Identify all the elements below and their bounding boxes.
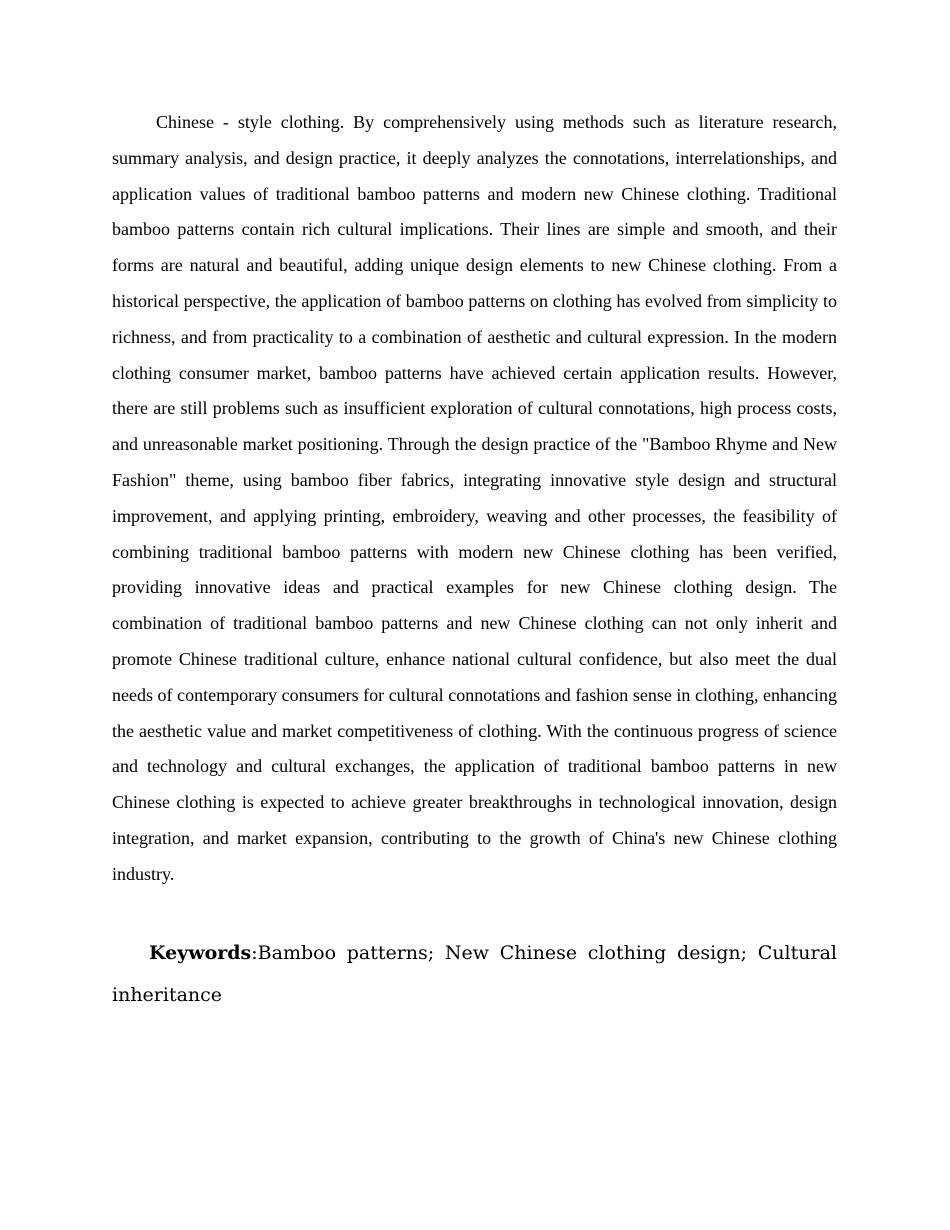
keywords-separator: :: [251, 942, 258, 964]
keywords-line: [112, 932, 837, 1016]
keywords-text: Bamboo patterns; New Chinese clothing design; Cultural inheritance: [112, 942, 837, 1006]
keywords-label: Keywords: [149, 942, 252, 964]
abstract-body-paragraph: Chinese - style clothing. By comprehensively using methods such as literature research, summary analysis, and design practice, it deeply analyzes the connotations, interrelationships, and application values of traditional bamboo patterns and modern new Chinese clothing. Traditional bamboo patterns contain rich cultural implications. Their lines are simple and smooth, and their forms are natural and beautiful, adding unique design elements to new Chinese clothing. From a historical perspective, the application of bamboo patterns on clothing has evolved from simplicity to richness, and from practicality to a combination of aesthetic and cultural expression. In the modern clothing consumer market, bamboo patterns have achieved certain application results. However, there are still problems such as insufficient exploration of cultural connotations, high process costs, and unreasonable market positioning. Through the design practice of the "Bamboo Rhyme and New Fashion" theme, using bamboo fiber fabrics, integrating innovative style design and structural improvement, and applying printing, embroidery, weaving and other processes, the feasibility of combining traditional bamboo patterns with modern new Chinese clothing has been verified, providing innovative ideas and practical examples for new Chinese clothing design. The combination of traditional bamboo patterns and new Chinese clothing can not only inherit and promote Chinese traditional culture, enhance national cultural confidence, but also meet the dual needs of contemporary consumers for cultural connotations and fashion sense in clothing, enhancing the aesthetic value and market competitiveness of clothing. With the continuous progress of science and technology and cultural exchanges, the application of traditional bamboo patterns in new Chinese clothing is expected to achieve greater breakthroughs in technological innovation, design integration, and market expansion, contributing to the growth of China's new Chinese clothing industry.: [112, 112, 837, 884]
